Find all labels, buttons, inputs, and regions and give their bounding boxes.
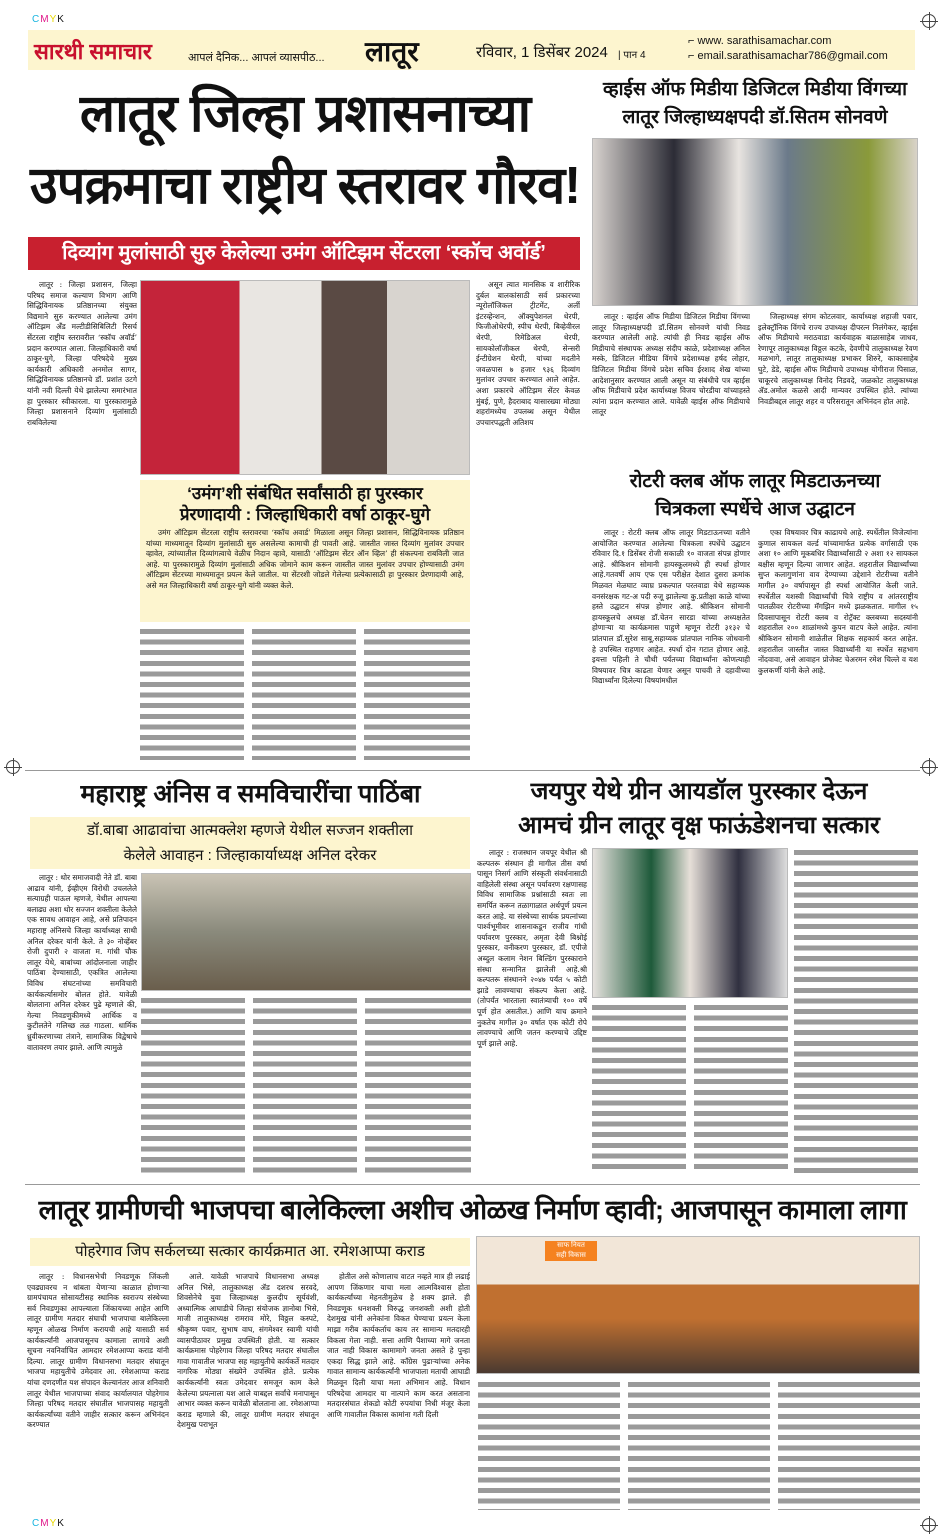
registration-mark-icon [922, 760, 936, 774]
quote-box-text: उमंग ऑटिझम सेंटरला राष्ट्रीय स्तरावरचा ‘स्कॉच अवार्ड’ मिळाला असून जिल्हा प्रशासन, सिद्धिविनायक प्रतिष्ठान यांच्या माध्यमातून दिव्यांग मुलांसाठी सुरु असलेल्या कामाची ही पावती आहे. जास्तीत जास्त दिव्यांग मुलांवर उपचार व्हावेत, त्यांच्यातील दिव्यांगत्वाचे वेळीच निदान व्हावे, यासाठी ‘ऑटिझम सेंटर ऑन व्हिल’ ही संकल्पना राबविली जात आहे. या पुरस्कारामुळे दिव्यांग मुलांसाठी अधिक जोमाने काम करून जास्तीत जास्त मुलांवर उपचार होण्यासाठी उमंग ऑटिझम सेंटरच्या माध्यमातून प्रयत्न केले जातील. या सेंटरशी जोडले गेलेल्या प्रत्येकासाठी हा पुरस्कार प्रेरणादायी आहे, असे मत जिल्हाधिकारी वर्षा ठाकूर-घुगे यांनी व्यक्त केले. [146, 528, 464, 590]
cmyk-mark [32, 14, 65, 25]
anis-column-1: लातूर : थोर समाजवादी नेते डॉ. बाबा आढाव यांनी, ईव्हीएम विरोधी उचललेले सत्याग्रही पाऊल म्हणजे, येथील आपल्या बलाढ्य अशा थोर सज्जन शक्तीला केलेले एक सावध आवाहन आहे, असे प्रतिपादन महाराष्ट्र अंनिसचे जिल्हा कार्याध्यक्ष साथी अनिल दरेकर यांनी केले. ते ३० नोव्हेंबर रोजी दुपारी २ वाजता म. गांधी चौक लातूर येथे, बाबांच्या आंदोलनाला जाहीर पाठिंबा देण्यासाठी, एकत्रित आलेल्या विविध संघटनांच्या समविचारी कार्यकर्त्यासमोर बोलत होते. यावेळी बोलताना अनिल दरेकर पुढे म्हणाले की, गेल्या निवडणुकीमध्ये आर्थिक व कुटीलतेने गलिच्छ तळ गाठला. धार्मिक ध्रुवीकरणाच्या तंत्राने, सामाजिक विद्वेषाचे वातावरण तयार झाले. आणि त्यामुळे [27, 873, 137, 1052]
bjp-column-4 [478, 1380, 620, 1510]
lead-column-5: असून त्यात मानसिक व शारीरिक दुर्बल बालकांसाठी सर्व प्रकारच्या न्यूरोलॉजिकल ट्रीटमेंट, अर्ली इंटरव्हेन्शन, ऑक्युपेशनल थेरपी, फिजीओथेरपी, स्पीच थेरपी, बिव्हेवीरल थेरपी, रिमेडिअल थेरपी, सायकोलॉजीकल थेरपी, सेन्सरी ईन्टीग्रेशन थेरपी, यांच्या मदतीने जवळपास ७ हजार ९३६ दिव्यांग मुलांवर उपचार करण्यात आले आहेत. अशा प्रकारचे ऑटिझम सेंटर केवळ मुंबई, पुणे, हैदराबाद यासारख्या मोठ्या शहरांमध्येच उपलब्ध असून येथील उपचारपद्धती अतिशय [476, 280, 580, 427]
banner-line-2: सही विकास [556, 1252, 586, 1259]
media-appointment-photo [592, 138, 918, 306]
green-award-photo [592, 848, 788, 998]
green-headline-2: आमचं ग्रीन लातूर वृक्ष फाऊंडेशनचा सत्कार [518, 812, 880, 839]
section-divider [25, 1184, 920, 1185]
cmyk-k: K [57, 1518, 65, 1529]
masthead [28, 30, 915, 70]
contact-info: ⌐ www. sarathisamachar.com ⌐ email.sarathisamachar786@gmail.com [688, 35, 888, 62]
registration-mark-icon [922, 14, 936, 28]
bjp-felicitation-photo [476, 1236, 920, 1374]
anis-column-2 [141, 996, 245, 1174]
rotary-column-2: एका विषयावर चित्र काढायचे आहे. स्पर्धेतील विजेत्यांना कुणाल सायकल वर्ल्ड यांच्यामार्फत प्रत्येक वर्गासाठी एक अशा १० आणि मूकबधिर विद्यार्थ्यांसाठी २ अशा १२ सायकल बक्षीस म्हणून दिल्या जाणार आहेत. शहरातील विद्यार्थ्यांच्या सुप्त कलागुणांना वाव देण्याच्या उद्देशाने रोटरीच्या वतीने मागील ३० वर्षापासून ही स्पर्धा आयोजित केली जाते. स्पर्धेतील यशस्वी विद्यार्थ्यांची चित्रे राष्ट्रीय व आंतरराष्ट्रीय पातळीवर रोटरीच्या मॅगझिन मध्ये झळकतात. मागील १५ दिवसापासून रोटरी क्लब व रोट्रॅक्ट क्लबच्या सदस्यांनी शहरातील २०० शाळांमध्ये कुपन वाटप केले आहेत. त्यांना श्रीकिशन सोमानी शाळेतील शिक्षक सहकार्य करत आहेत. शहरातील जास्तीत जास्त विद्यार्थ्यांनी या स्पर्धेत सहभाग नोंदवावा, असे आवाहन प्रोजेक्ट चेअरमन रमेश चिल्ले व यश कुलकर्णी यांनी केले आहे. [758, 528, 918, 675]
bjp-column-3: होतील असे कोणालाच वाटत नव्हते मात्र ही लढाई आपण जिंकणार याचा मला आत्मविश्वास होता कार्यकर्त्यांच्या मेहनतीमुळेच हे शक्य झाले. ही निवडणूक धनशक्ती विरुद्ध जनशक्ती अशी होती देशमुख यांनी अनेकांना विकत घेण्याचा प्रयत्न केला माझा गरीब कार्यकर्ताच काय तर सामान्य मतदारही विकला गेला नाही. सत्ता आणि पैशाच्या मागे जनता जात नाही विकास कामामागे जनता असते हे पुन्हा एकदा सिद्ध झाले आहे. काँग्रेस पुढाऱ्यांच्या अनेक गावात सामान्य कार्यकर्त्यांनी भाजपाला मताची आघाडी मिळवून दिली याचा मला अभिमान आहे. विधान परिषदेचा आमदार या नात्याने काम करत असताना मतदारसंघात शेकडो कोटी रुपयांचा निधी मंजूर केला आणि गावातील विकास कामांना गती दिली [327, 1272, 470, 1419]
lead-headline-line1: लातूर जिल्हा प्रशासनाच्या [79, 85, 531, 143]
cmyk-c: C [32, 14, 41, 25]
lead-red-band-text: दिव्यांग मुलांसाठी सुरु केलेल्या उमंग ऑटिझम सेंटरला ‘स्कॉच अवॉर्ड’ [62, 242, 546, 264]
bjp-column-6 [778, 1380, 920, 1510]
lead-column-2 [140, 627, 244, 760]
quote-title-1: ‘उमंग’शी संबंधित सर्वांसाठी हा पुरस्कार [187, 484, 423, 503]
bjp-column-2: आले. यावेळी भाजपाचे विधानसभा अध्यक्ष अनिल भिसे, तालुकाध्यक्ष ॲड दशरथ सरवदे, शिवसेनेचे युवा जिल्हाध्यक्ष कुलदीप सूर्यवंशी, अध्यात्मिक आघाडीचे जिल्हा संयोजक ज्ञानोबा भिसे, माजी तालुकाध्यक्ष रामराव मोरे, विठ्ठल कस्पटे, श्रीकृष्ण पवार, सुभाष वाघ, संगमेश्वर स्वामी यांची व्यासपीठावर प्रमुख उपस्थिती होती. या सत्कार कार्यक्रमास पोहरेगाव जिल्हा परिषद मतदार संघातील गावा गावातील भाजपा सह महायुतीचे कार्यकर्ते मतदार नागरिक मोठ्या संख्येने उपस्थित होते. प्रत्येक कार्यकर्त्यांनी स्वतः उमेदवार समजून काम केले केलेल्या प्रयत्नाला यश आले याबद्दल सर्वांचे मनापासून आभार व्यक्त करून यावेळी बोलताना आ. रमेशआप्पा कराड म्हणाले की, लातूर ग्रामीण मतदार संघातून देशमुख पराभूत [177, 1272, 319, 1430]
lead-red-band [28, 237, 580, 270]
green-column-1: लातूर : राजस्थान जयपूर येथील श्री कल्पतरू संस्थान ही मागील तीस वर्षा पासून निसर्ग आणि संस्कृती संवर्धनासाठी वाहिलेली संस्था असून पर्यावरण रक्षणासह विविध सामाजिक प्रश्नांसाठी स्वतः ला समर्पित करून तळागाळात अर्थपूर्ण प्रयत्न करत आहे. या संस्थेच्या सार्थक प्रयत्नांच्या पार्श्वभूमीवर शासनाकडून राजीव गांधी पर्यावरण पुरस्कार, अमृता देवी बिश्नोई पुरस्कार, वनीकरण पुरस्कार, डॉ. एपीजे अब्दुल कलाम नेशन बिल्डिंग पुरस्काराने संस्था सन्मानित झालेली आहे.श्री कल्पतरू संस्थानने २०४७ पर्यंत ५ कोटी झाडे लावण्याचा संकल्प केला आहे. (तोपर्यंत भारताला स्वातंत्र्याची १०० वर्षे पूर्ण होत असतील.) आणि याच क्रमाने नुकतेच मागील ३० वर्षात एक कोटी रोपे लावण्याचे आणि जतन करण्याचे उद्दिष्ट पूर्ण झाले आहे. [477, 848, 587, 1048]
edition-name: लातूर [365, 36, 419, 67]
cmyk-k: K [57, 14, 65, 25]
green-headline [478, 775, 920, 843]
tagline: आपलं दैनिक... आपलं व्यासपीठ... [188, 52, 325, 64]
lead-award-photo [140, 280, 470, 475]
bjp-subhead: पोहरेगाव जिप सर्कलच्या सत्कार कार्यक्रमात आ. रमेशआप्पा कराड [75, 1243, 425, 1260]
media-headline-2: लातूर जिल्हाध्यक्षपदी डॉ.सितम सोनवणे [622, 107, 888, 128]
bjp-column-1: लातूर : विधानसभेची निवडणूक जिंकली एवढ्यावरच न थांबता येणाऱ्या काळात होणाऱ्या ग्रामपंचायत सोसायटीसह स्थानिक स्वराज्य संस्थेच्या सर्व निवडणुका आपल्याला जिंकायच्या आहेत आणि लातूर ग्रामीण मतदार संघाची भाजपाचा बालेकिल्ला म्हणून ओळख निर्माण करायची आहे यासाठी सर्व कार्यकर्त्यांनी आजपासूनच कामाला लागावे अशी सूचना नवनिर्वाचित आमदार रमेशआप्पा कराड यांनी दिल्या. लातूर ग्रामीण विधानसभा मतदार संघातून भाजपा महायुतीचे उमेदवार आ. रमेशआप्पा कराड यांचा दणदणीत यश संपादन केल्यानंतर आज शनिवारी लातूर येथील भाजपाच्या संवाद कार्यालयात पोहरेगाव जिल्हा परिषद मतदार संघातील भाजपासह महायुती कार्यकर्त्यांच्या वतीने जाहीर सत्कार करून अभिनंदन करण्यात [27, 1272, 169, 1430]
green-column-3 [694, 1003, 788, 1173]
rotary-headline-2: चित्रकला स्पर्धेचे आज उद्घाटन [655, 499, 855, 520]
cmyk-c: C [32, 1518, 41, 1529]
cmyk-y: Y [49, 1518, 58, 1529]
anis-column-4 [365, 996, 471, 1174]
media-column-2: जिल्हाध्यक्ष संगम कोटलवार, कार्याध्यक्ष शहाजी पवार, इलेक्ट्रॉनिक विंगचे राज्य उपाध्यक्ष दीपरत्न निलंगेकर, व्हाईस ऑफ मिडीयाचे मराठवाडा कार्यवाहक बाळासाहेब जाधव, रेणापूर तालुकाध्यक्ष विठ्ठल कटके, देवणीचे तालुकाध्यक्ष रेवण मळभागे, लातूर तालुकाध्यक्ष प्रभाकर शिरुरे, काकासाहेब घुटे, डेडे, व्हाईस ऑफ मिडीयाचे उपाध्यक्ष योगीराज पिसाळ, चाकूरचे तालुकाध्यक्ष विनोद निडवदे, जळकोट तालुकाध्यक्ष ॲड.अमोल कळसे आदी मान्यवर उपस्थित होते. त्यांच्या निवडीबद्दल लातूर शहर व परिसरातून अभिनंदन होत आहे. [758, 312, 918, 406]
website-link[interactable]: www. sarathisamachar.com [697, 35, 832, 47]
page-number: | पान 4 [618, 50, 646, 61]
green-column-2 [592, 1003, 686, 1173]
email-link[interactable]: email.sarathisamachar786@gmail.com [697, 50, 888, 62]
cmyk-mark-bottom [32, 1518, 65, 1529]
media-headline [590, 76, 920, 132]
lead-column-3 [252, 627, 356, 760]
bjp-headline: लातूर ग्रामीणची भाजपचा बालेकिल्ला अशीच ओळख निर्माण व्हावी; आजपासून कामाला लागा [38, 1195, 907, 1225]
rotary-headline-1: रोटरी क्लब ऑफ लातूर मिडटाऊनच्या [629, 471, 881, 492]
lead-column-1: लातूर : जिल्हा प्रशासन, जिल्हा परिषद समाज कल्याण विभाग आणि सिद्धिविनायक प्रतिष्ठानच्या संयुक्त विद्यमाने सुरु करण्यात आलेल्या उमंग ऑटिझम अँड मल्टीडीसिबिलिटी रिसर्च सेंटरला राष्ट्रीय स्तरावरील ‘स्कॉच अवॉर्ड’ प्रदान करण्यात आला. जिल्हाधिकारी वर्षा ठाकूर-घुगे, जिल्हा परिषदेचे मुख्य कार्यकारी अधिकारी अनमोल सागर, सिद्धिविनायक प्रतिष्ठानचे डॉ. प्रशांत उटगे यांनी नवी दिल्ली येथे झालेल्या समारंभात हा पुरस्कार स्वीकारला. या पुरस्कारामुळे जिल्हा प्रशासनाने दिव्यांग मुलांसाठी राबविलेल्या [27, 280, 137, 427]
media-headline-1: व्हाईस ऑफ मिडीया डिजिटल मिडीया विंगच्या [603, 79, 907, 100]
section-divider [25, 770, 920, 771]
anis-subhead-1: डॉ.बाबा आढावांचा आत्मक्लेश म्हणजे येथील सज्जन शक्तीला [86, 822, 414, 839]
media-column-1: लातूर : व्हाईस ऑफ मिडीया डिजिटल मिडीया विंगच्या लातूर जिल्हाध्यक्षपदी डॉ.सितम सोनवणे यांची निवड करण्यात आलेली आहे. त्यांची ही निवड व्हाईस ऑफ मिडीयाचे संस्थापक अध्यक्ष संदीप काळे, प्रदेशाध्यक्ष अनिल मस्के, डिजिटल मीडिया विंगचे प्रदेशाध्यक्ष हर्षद लोहार, डिजिटल मिडीया विंगचे प्रदेश सचिव ईरशाद शेख यांच्या आदेशानुसार करण्यात आली असून या संबंधीचे पत्र व्हाईस ऑफ मिडीयाचे प्रदेश कार्याध्यक्ष विजय चोरडीया यांच्याहस्ते त्यांना प्रदान करण्यात आले. यावेळी व्हाईस ऑफ मिडीयाचे लातूर [592, 312, 750, 417]
lead-headline [30, 78, 580, 228]
bjp-headline-block [25, 1190, 920, 1230]
registration-mark-icon [922, 1518, 936, 1532]
cmyk-m: M [40, 14, 50, 25]
registration-mark-icon [6, 760, 20, 774]
green-headline-1: जयपुर येथे ग्रीन आयडॉल पुरस्कार देऊन [530, 778, 868, 805]
anis-subhead-2: केलेले आवाहन : जिल्हाकार्याध्यक्ष अनिल दरेकर [123, 847, 377, 864]
lead-quote-box [140, 480, 470, 622]
photo-banner [545, 1241, 597, 1261]
issue-date: रविवार, 1 डिसेंबर 2024 [476, 44, 608, 61]
quote-box-title [146, 483, 464, 525]
lead-column-4 [364, 627, 470, 760]
anis-protest-photo [141, 873, 471, 991]
rotary-column-1: लातूर : रोटरी क्लब ऑफ लातूर मिडटाऊनच्या वतीने आयोजित करण्यात आलेल्या चित्रकला स्पर्धेचे उद्घाटन रविवार दि.१ डिसेंबर रोजी सकाळी १० वाजता संपन्न होणार आहे. श्रीकिशन सोमानी हायस्कूलमध्ये ही स्पर्धा होणार आहे.गतवर्षी आय एफ एस परीक्षेत देशात दुसरा क्रमांक मिळवत मेळघाट व्याघ्र प्रकल्पात परतवाडा येथे सहाय्यक वनसंरक्षक गट-अ पदी रुजू झालेल्या कु.प्रतीक्षा काळे यांच्या हस्ते उद्घाटन संपन्न होणार आहे. श्रीकिशन सोमानी हायस्कूलचे अध्यक्ष डॉ.चेतन सारडा यांच्या अध्यक्षतेत होणाऱ्या या कार्यक्रमास पाहुणे म्हणून रोटरी ३१३२ चे प्रांतपाल डॉ.सुरेश साबू,सहाय्यक प्रांतपाल नानिक जोधवानी हे उपस्थित राहणार आहेत. स्पर्धा दोन गटात होणार आहे. इयत्ता पहिली ते चौथी पर्यंतच्या विद्यार्थ्यांना कोणत्याही विषयावर चित्र काढता येणार असून पाचवी ते दहावीच्या विद्यार्थ्यांना दिलेल्या विषयांमधील [592, 528, 750, 686]
banner-line-1: साफ नियत [557, 1242, 585, 1249]
green-column-4 [794, 848, 918, 1173]
cmyk-m: M [40, 1518, 50, 1529]
cmyk-y: Y [49, 14, 58, 25]
brand-logo: सारथी समाचार [34, 39, 152, 64]
bjp-column-5 [628, 1380, 770, 1510]
rotary-headline [590, 468, 920, 524]
quote-title-2: प्रेरणादायी : जिल्हाधिकारी वर्षा ठाकूर-घुगे [179, 505, 431, 524]
bjp-subhead-box [30, 1238, 470, 1266]
anis-column-3 [253, 996, 357, 1174]
anis-headline-block [28, 776, 473, 812]
lead-headline-line2: उपक्रमाचा राष्ट्रीय स्तरावर गौरव! [30, 157, 581, 215]
anis-headline: महाराष्ट्र अंनिस व समविचारींचा पाठिंबा [80, 780, 421, 808]
anis-subhead [30, 817, 470, 869]
